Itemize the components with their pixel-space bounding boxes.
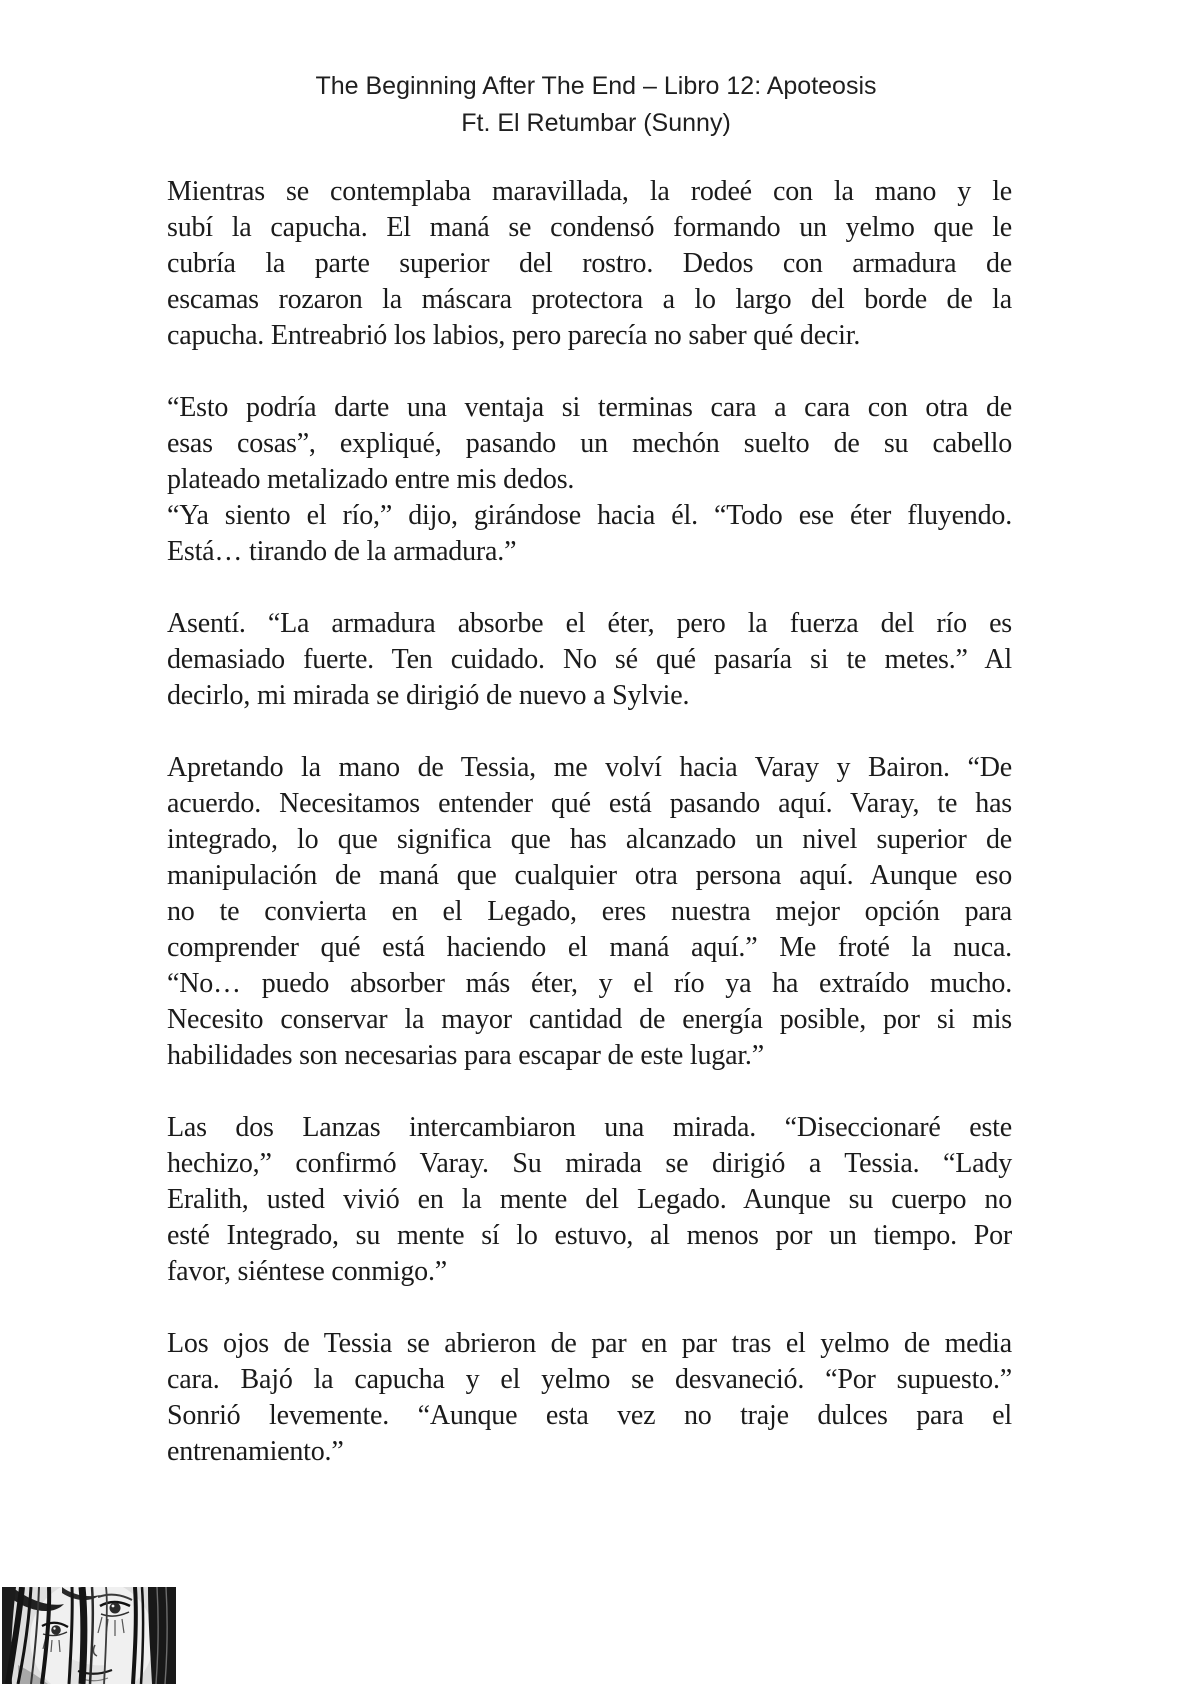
text-line: entrenamiento.” — [167, 1436, 344, 1467]
text-line: Los ojos de Tessia se abrieron de par en par tras el yelmo de media — [167, 1328, 1012, 1359]
text-line: no te convierta en el Legado, eres nuestra mejor opción para — [167, 896, 1012, 927]
text-line: “Esto podría darte una ventaja si terminas cara a cara con otra de — [167, 392, 1012, 423]
paragraph — [167, 174, 1012, 354]
paragraph — [167, 1326, 1012, 1470]
text-line: Sonrió levemente. “Aunque esta vez no traje dulces para el — [167, 1400, 1012, 1431]
paragraph — [167, 750, 1012, 1074]
text-line: manipulación de maná que cualquier otra persona aquí. Aunque eso — [167, 860, 1012, 891]
text-line: “Ya siento el río,” dijo, girándose hacia él. “Todo ese éter fluyendo. — [167, 500, 1012, 531]
paragraph — [167, 390, 1012, 498]
manga-face-svg — [2, 1587, 176, 1684]
text-line: Apretando la mano de Tessia, me volví hacia Varay y Bairon. “De — [167, 752, 1012, 783]
text-line: Necesito conservar la mayor cantidad de energía posible, por si mis — [167, 1004, 1012, 1035]
text-line: demasiado fuerte. Ten cuidado. No sé qué pasaría si te metes.” Al — [167, 644, 1012, 675]
text-line: esas cosas”, expliqué, pasando un mechón suelto de su cabello — [167, 428, 1012, 459]
text-line: esté Integrado, su mente sí lo estuvo, al menos por un tiempo. Por — [167, 1220, 1012, 1251]
text-line: Asentí. “La armadura absorbe el éter, pero la fuerza del río es — [167, 608, 1012, 639]
paragraph — [167, 606, 1012, 714]
text-line: cubría la parte superior del rostro. Dedos con armadura de — [167, 248, 1012, 279]
text-line: plateado metalizado entre mis dedos. — [167, 464, 575, 495]
text-line: “No… puedo absorber más éter, y el río ya ha extraído mucho. — [167, 968, 1012, 999]
text-line: habilidades son necesarias para escapar de este lugar.” — [167, 1040, 764, 1071]
text-line: acuerdo. Necesitamos entender qué está pasando aquí. Varay, te has — [167, 788, 1012, 819]
text-line: Mientras se contemplaba maravillada, la rodeé con la mano y le — [167, 176, 1012, 207]
text-line: favor, siéntese conmigo.” — [167, 1256, 448, 1287]
text-line: hechizo,” confirmó Varay. Su mirada se dirigió a Tessia. “Lady — [167, 1148, 1012, 1179]
paragraph — [167, 498, 1012, 570]
document-header — [0, 68, 1192, 142]
text-line: comprender qué está haciendo el maná aquí.” Me froté la nuca. — [167, 932, 1012, 963]
title-line-2: Ft. El Retumbar (Sunny) — [461, 109, 731, 137]
text-line: cara. Bajó la capucha y el yelmo se desvaneció. “Por supuesto.” — [167, 1364, 1012, 1395]
text-line: Está… tirando de la armadura.” — [167, 536, 517, 567]
paragraph — [167, 1110, 1012, 1290]
text-line: escamas rozaron la máscara protectora a lo largo del borde de la — [167, 284, 1012, 315]
story-text — [167, 174, 1012, 1470]
text-line: capucha. Entreabrió los labios, pero parecía no saber qué decir. — [167, 320, 861, 351]
text-line: integrado, lo que significa que has alcanzado un nivel superior de — [167, 824, 1012, 855]
text-line: decirlo, mi mirada se dirigió de nuevo a Sylvie. — [167, 680, 690, 711]
text-line: subí la capucha. El maná se condensó formando un yelmo que le — [167, 212, 1012, 243]
text-line: Las dos Lanzas intercambiaron una mirada. “Diseccionaré este — [167, 1112, 1012, 1143]
text-line: Eralith, usted vivió en la mente del Legado. Aunque su cuerpo no — [167, 1184, 1012, 1215]
manga-face-illustration — [2, 1587, 176, 1684]
title-line-1: The Beginning After The End – Libro 12: Apoteosis — [315, 72, 877, 100]
